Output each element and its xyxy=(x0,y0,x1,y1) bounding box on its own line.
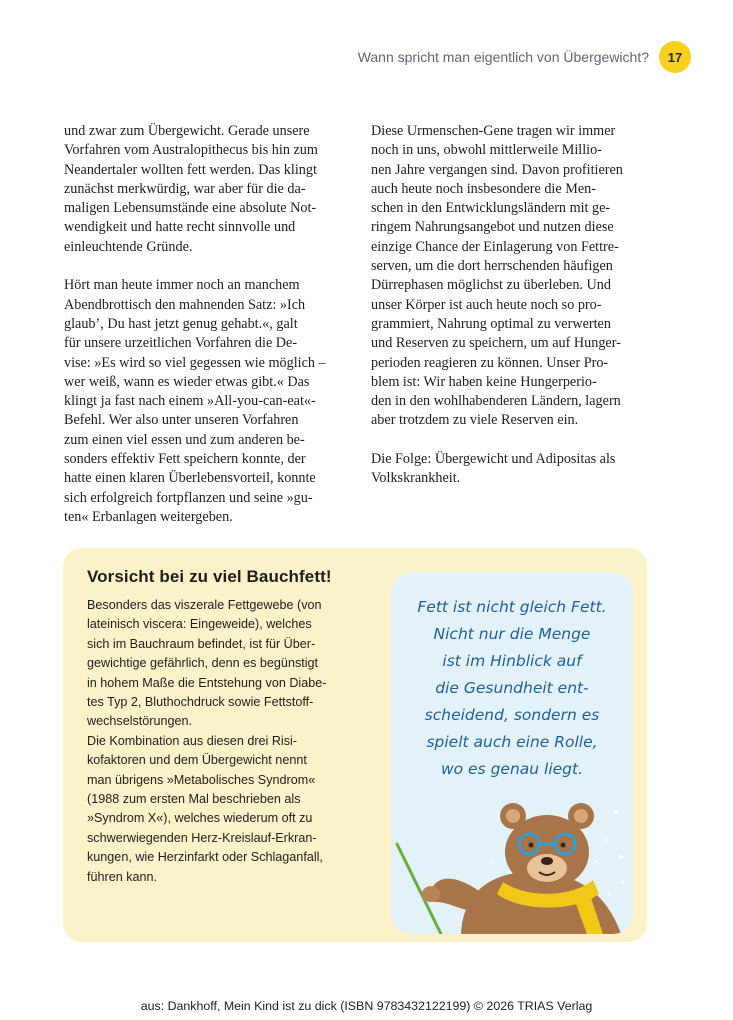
body-paragraph: Hört man heute immer noch an manchem Abendbrottisch den mahnenden Satz: »Ich glaub’, Du hast jetzt genug gehabt.«, galt für unsere urzeitlichen Vorfahren die De- vise: »Es wird so viel gegessen wie möglich – wer weiß, wann es wieder etwas gibt.« Das klingt ja fast nach einem »All-you-can-eat«- Befehl. Wer also unter unseren Vorfahren zum einen viel essen und zum anderen be- sonders effektiv Fett speichern konnte, der hatte einen klaren Überlebensvorteil, konnte sich erfolgreich fortpflanzen und seine »gu- ten« Erbanlagen weitergeben. xyxy=(64,277,326,525)
body-paragraph: und zwar zum Übergewicht. Gerade unsere Vorfahren vom Australopithecus bis hin zum Neandertaler wollten fett werden. Das klingt zunächst merkwürdig, war aber für die da- maligen Lebensumstände eine absolute Not- wendigkeit und hatte recht sinnvolle und einleuchtende Gründe. xyxy=(64,123,318,255)
body-paragraph: Die Folge: Übergewicht und Adipositas als Volkskrankheit. xyxy=(371,451,616,487)
running-header-title: Wann spricht man eigentlich von Übergewicht? xyxy=(357,49,649,65)
quote-panel xyxy=(391,572,633,934)
right-column xyxy=(371,122,663,508)
page-number-badge: 17 xyxy=(659,41,691,73)
footer-credit: aus: Dankhoff, Mein Kind ist zu dick (ISBN 9783432122199) © 2026 TRIAS Verlag xyxy=(140,999,593,1013)
handwritten-quote: Fett ist nicht gleich Fett. Nicht nur die Menge ist im Hinblick auf die Gesundheit ent- scheidend, sondern es spielt auch eine Rolle, wo es genau liegt. xyxy=(417,598,607,778)
info-box-text: Besonders das viszerale Fettgewebe (von lateinisch viscera: Eingeweide), welches sich im Bauchraum befindet, ist für Über- gewichtige gefährlich, denn es begünstigt in hohem Maße die Entstehung von Diabe- tes Typ 2, Bluthochdruck sowie Fettstoff- wechselstörungen. Die Kombination aus diesen drei Risi- kofaktoren und dem Übergewicht nennt man übrigens »Metabolisches Syndrom« (1988 zum ersten Mal beschrieben als »Syndrom X«), welches wiederum oft zu schwerwiegenden Herz-Kreislauf-Erkran- kungen, wie Herzinfarkt oder Schlaganfall, führen kann. xyxy=(87,598,327,884)
info-box-title: Vorsicht bei zu viel Bauchfett! xyxy=(87,567,332,586)
left-column xyxy=(64,122,356,547)
body-paragraph: Diese Urmenschen-Gene tragen wir immer noch in uns, obwohl mittlerweile Millio- nen Jahre vergangen sind. Davon profitieren auch heute noch insbesondere die Men- schen in den Entwicklungsländern mit ge- ringem Nahrungsangebot und nutzen diese einzige Chance der Einlagerung von Fettre- serven, um die dort herrschenden häufigen Dürrephasen möglichst zu überleben. Und unser Körper ist auch heute noch so pro- grammiert, Nahrung optimal zu verwerten und Reserven zu speichern, um auf Hunger- perioden reagieren zu können. Unser Pro- blem ist: Wir haben keine Hungerperio- den in den wohlhabenderen Ländern, lagern aber trotzdem zu viele Reserven ein. xyxy=(371,123,623,429)
info-box xyxy=(63,548,647,942)
bear-illustration xyxy=(391,572,633,934)
